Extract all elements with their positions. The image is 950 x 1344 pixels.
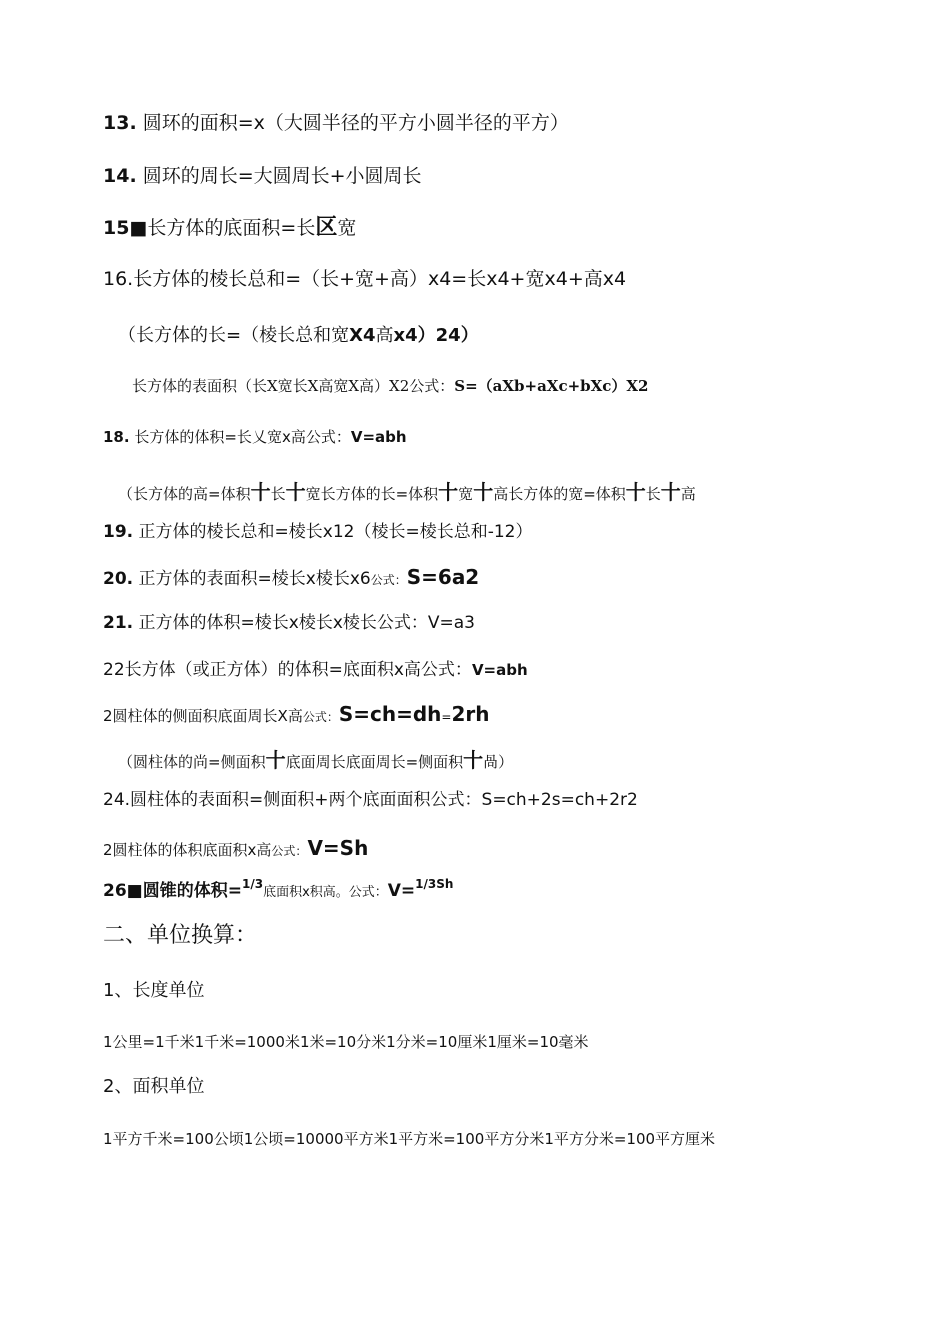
item-text: 宽x高公式： — [266, 428, 351, 446]
item-21 — [103, 614, 475, 634]
item-16 — [103, 269, 626, 291]
note-text: （长方体的长=（棱长总和宽 — [118, 325, 350, 346]
item-number: 20. — [103, 569, 134, 589]
formula: V=abh — [471, 661, 528, 679]
section-heading — [103, 923, 257, 948]
item-22 — [103, 661, 528, 681]
item-19 — [103, 523, 532, 543]
divide-glyph: 十 — [463, 748, 484, 772]
item-text: 底面积x积高。公式： — [263, 885, 388, 900]
note-bold: x4 — [393, 325, 418, 346]
note-text: （长方体的高=体积 — [118, 485, 251, 503]
divide-glyph: 十 — [265, 748, 286, 772]
item-26 — [103, 877, 454, 902]
item-25 — [103, 837, 368, 860]
length-units — [103, 1034, 589, 1051]
divide-glyph: 十 — [438, 480, 459, 504]
item-18 — [103, 429, 407, 446]
item-text: 正方体的棱长总和=棱长x12（棱长=棱长总和-12） — [138, 522, 533, 542]
subsection-title: 1、长度单位 — [103, 980, 205, 1001]
unit-conversions: 1平方千米=100公顷1公顷=10000平方米1平方米=100平方分米1平方分米=100平方厘米 — [103, 1130, 716, 1148]
superscript: 1/3Sh — [415, 877, 454, 891]
divide-glyph: 十 — [473, 480, 494, 504]
note-text: 底面周长底面周长=侧面积 — [285, 753, 464, 771]
subsection-length — [103, 981, 204, 1002]
unit-conversions: 1公里=1千米1千米=1000米1米=10分米1分米=10厘米1厘米=10毫米 — [103, 1033, 589, 1051]
item-number: 19. — [103, 522, 134, 542]
item-23 — [103, 703, 490, 726]
item-text: 长方体的底面积=长 — [147, 217, 316, 239]
note-text: ）24） — [417, 325, 479, 346]
formula: S=（aXb+aXc+bXc）X2 — [454, 377, 649, 395]
note-text: 长 — [270, 485, 286, 503]
divide-glyph: 十 — [285, 480, 306, 504]
item-text: 16.长方体的棱长总和=（长+宽+高）x4=长x4+宽x4+高x4 — [103, 268, 627, 290]
item-text-end: 宽 — [337, 217, 357, 239]
item-text: 圆环的面积=x（大圆半径的平方小圆半径的平方） — [142, 112, 569, 134]
item-text: 正方体的体积=棱长x棱长x棱长公式：V=a3 — [138, 613, 476, 633]
note-text: 宽 — [458, 485, 474, 503]
item-text: 22长方体（或正方体）的体积=底面积x高公式： — [103, 660, 472, 680]
item-24 — [103, 791, 638, 811]
subsection-area — [103, 1077, 204, 1098]
subsection-title: 2、面积单位 — [103, 1076, 205, 1097]
note-text: （圆柱体的尚=侧面积 — [118, 753, 266, 771]
item-text: 圆环的周长=大圆周长+小圆周长 — [142, 165, 422, 187]
formula-label: 公式： — [271, 844, 308, 858]
box-glyph: 区 — [315, 215, 338, 240]
note-text: 高 — [680, 485, 696, 503]
item-text: 长方体的体积=长 — [134, 428, 252, 446]
item-16-note — [118, 326, 479, 347]
formula: S=6a2 — [406, 565, 480, 589]
item-23-note — [118, 749, 513, 772]
note-text: 长 — [645, 485, 661, 503]
item-number: 15■ — [103, 217, 148, 239]
area-units — [103, 1131, 715, 1148]
heading-text: 二、单位换算： — [103, 923, 258, 948]
superscript: 1/3 — [241, 877, 264, 891]
divide-glyph: 十 — [660, 480, 681, 504]
item-17 — [132, 378, 648, 395]
note-bold: X4 — [349, 325, 376, 346]
item-number: 18. — [103, 428, 130, 446]
item-text: 2圆柱体的侧面积底面周长X高 — [103, 707, 303, 725]
note-text: 高长方体的宽=体积 — [493, 485, 626, 503]
item-number: 14. — [103, 165, 137, 187]
item-text: 长方体的表面积（长X宽长X高宽X高）X2公式： — [132, 377, 455, 395]
note-text: 咼） — [483, 753, 514, 771]
item-text: 24.圆柱体的表面积=侧面积+两个底面面积公式：S=ch+2s=ch+2r2 — [103, 790, 638, 810]
item-20 — [103, 566, 479, 590]
formula-label: 公式： — [302, 710, 339, 724]
item-text: 26■圆锥的体积= — [103, 881, 242, 901]
note-text: 宽长方体的长=体积 — [305, 485, 439, 503]
formula: V=abh — [350, 428, 407, 446]
formula: V=Sh — [307, 836, 369, 860]
formula: S=ch=dh — [338, 702, 442, 726]
divide-glyph: 十 — [625, 480, 646, 504]
item-18-note — [118, 481, 696, 504]
item-number: 21. — [103, 613, 134, 633]
formula-label: 公式： — [370, 573, 407, 587]
item-15 — [103, 215, 356, 240]
formula: V= — [387, 881, 416, 901]
item-text: 正方体的表面积=棱长x棱长x6 — [138, 569, 371, 589]
item-text: 2圆柱体的体积底面积x高 — [103, 841, 272, 859]
item-number: 13. — [103, 112, 137, 134]
times-glyph: 乂 — [251, 428, 267, 446]
formula-sep: = — [441, 710, 452, 724]
item-14 — [103, 166, 422, 188]
note-text: 高 — [375, 325, 394, 346]
item-13 — [103, 113, 569, 135]
divide-glyph: 十 — [250, 480, 271, 504]
formula: 2rh — [451, 702, 490, 726]
